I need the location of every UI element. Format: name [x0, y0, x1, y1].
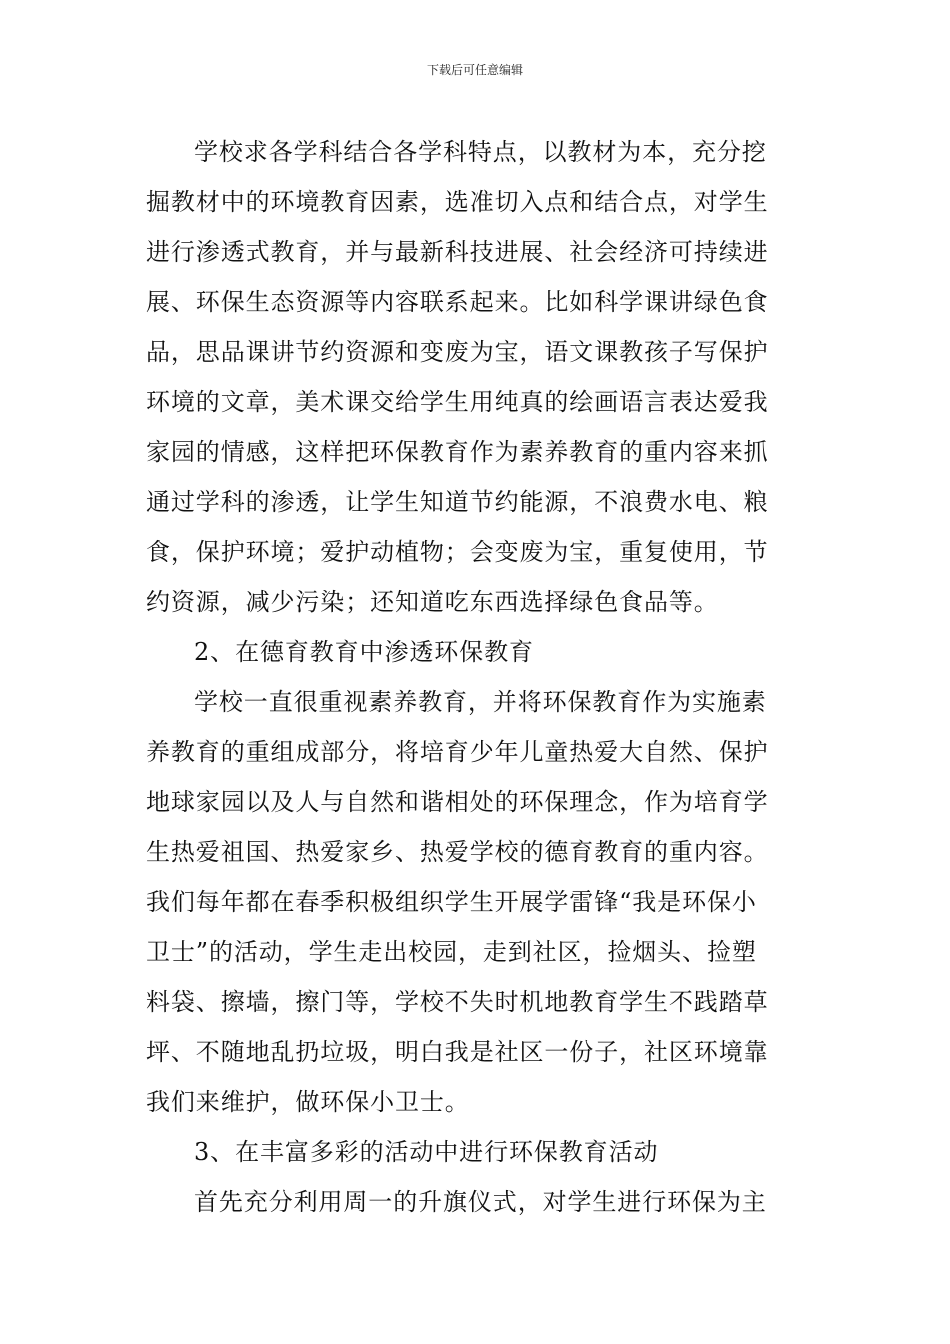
- paragraph-line: 掘教材中的环境教育因素，选准切入点和结合点，对学生: [146, 188, 769, 216]
- paragraph-line: 学校求各学科结合各学科特点，以教材为本，充分挖: [194, 138, 767, 166]
- paragraph-line: 通过学科的渗透，让学生知道节约能源，不浪费水电、粮: [146, 488, 769, 516]
- paragraph-line: 我们每年都在春季积极组织学生开展学雷锋“我是环保小: [146, 888, 757, 916]
- page-header-watermark: 下载后可任意编辑: [426, 63, 523, 77]
- paragraph-line: 约资源，减少污染；还知道吃东西选择绿色食品等。: [146, 588, 719, 616]
- paragraph-line: 坪、不随地乱扔垃圾，明白我是社区一份子，社区环境靠: [146, 1038, 769, 1066]
- paragraph-line: 料袋、擦墙，擦门等，学校不失时机地教育学生不践踏草: [146, 988, 769, 1016]
- paragraph-line: 食，保护环境；爱护动植物；会变废为宝，重复使用，节: [146, 538, 769, 566]
- paragraph-line: 学校一直很重视素养教育，并将环保教育作为实施素: [194, 688, 767, 716]
- paragraph-line: 品，思品课讲节约资源和变废为宝，语文课教孩子写保护: [146, 338, 769, 366]
- section-heading: 3、在丰富多彩的活动中进行环保教育活动: [194, 1138, 659, 1166]
- paragraph-line: 生热爱祖国、热爱家乡、热爱学校的德育教育的重内容。: [146, 838, 769, 866]
- paragraph-line: 卫士”的活动，学生走出校园，走到社区，捡烟头、捡塑: [146, 938, 757, 966]
- paragraph-line: 展、环保生态资源等内容联系起来。比如科学课讲绿色食: [146, 288, 769, 316]
- paragraph-line: 地球家园以及人与自然和谐相处的环保理念，作为培育学: [146, 788, 769, 816]
- section-heading: 2、在德育教育中渗透环保教育: [194, 638, 534, 666]
- paragraph-line: 我们来维护，做环保小卫士。: [146, 1088, 470, 1116]
- paragraph-line: 养教育的重组成部分，将培育少年儿童热爱大自然、保护: [146, 738, 769, 766]
- body-text: [146, 127, 806, 1227]
- paragraph-line: 环境的文章，美术课交给学生用纯真的绘画语言表达爱我: [146, 388, 769, 416]
- paragraph-line: 进行渗透式教育，并与最新科技进展、社会经济可持续进: [146, 238, 769, 266]
- paragraph-line: 首先充分利用周一的升旗仪式，对学生进行环保为主: [194, 1188, 767, 1216]
- paragraph-line: 家园的情感，这样把环保教育作为素养教育的重内容来抓: [146, 438, 769, 466]
